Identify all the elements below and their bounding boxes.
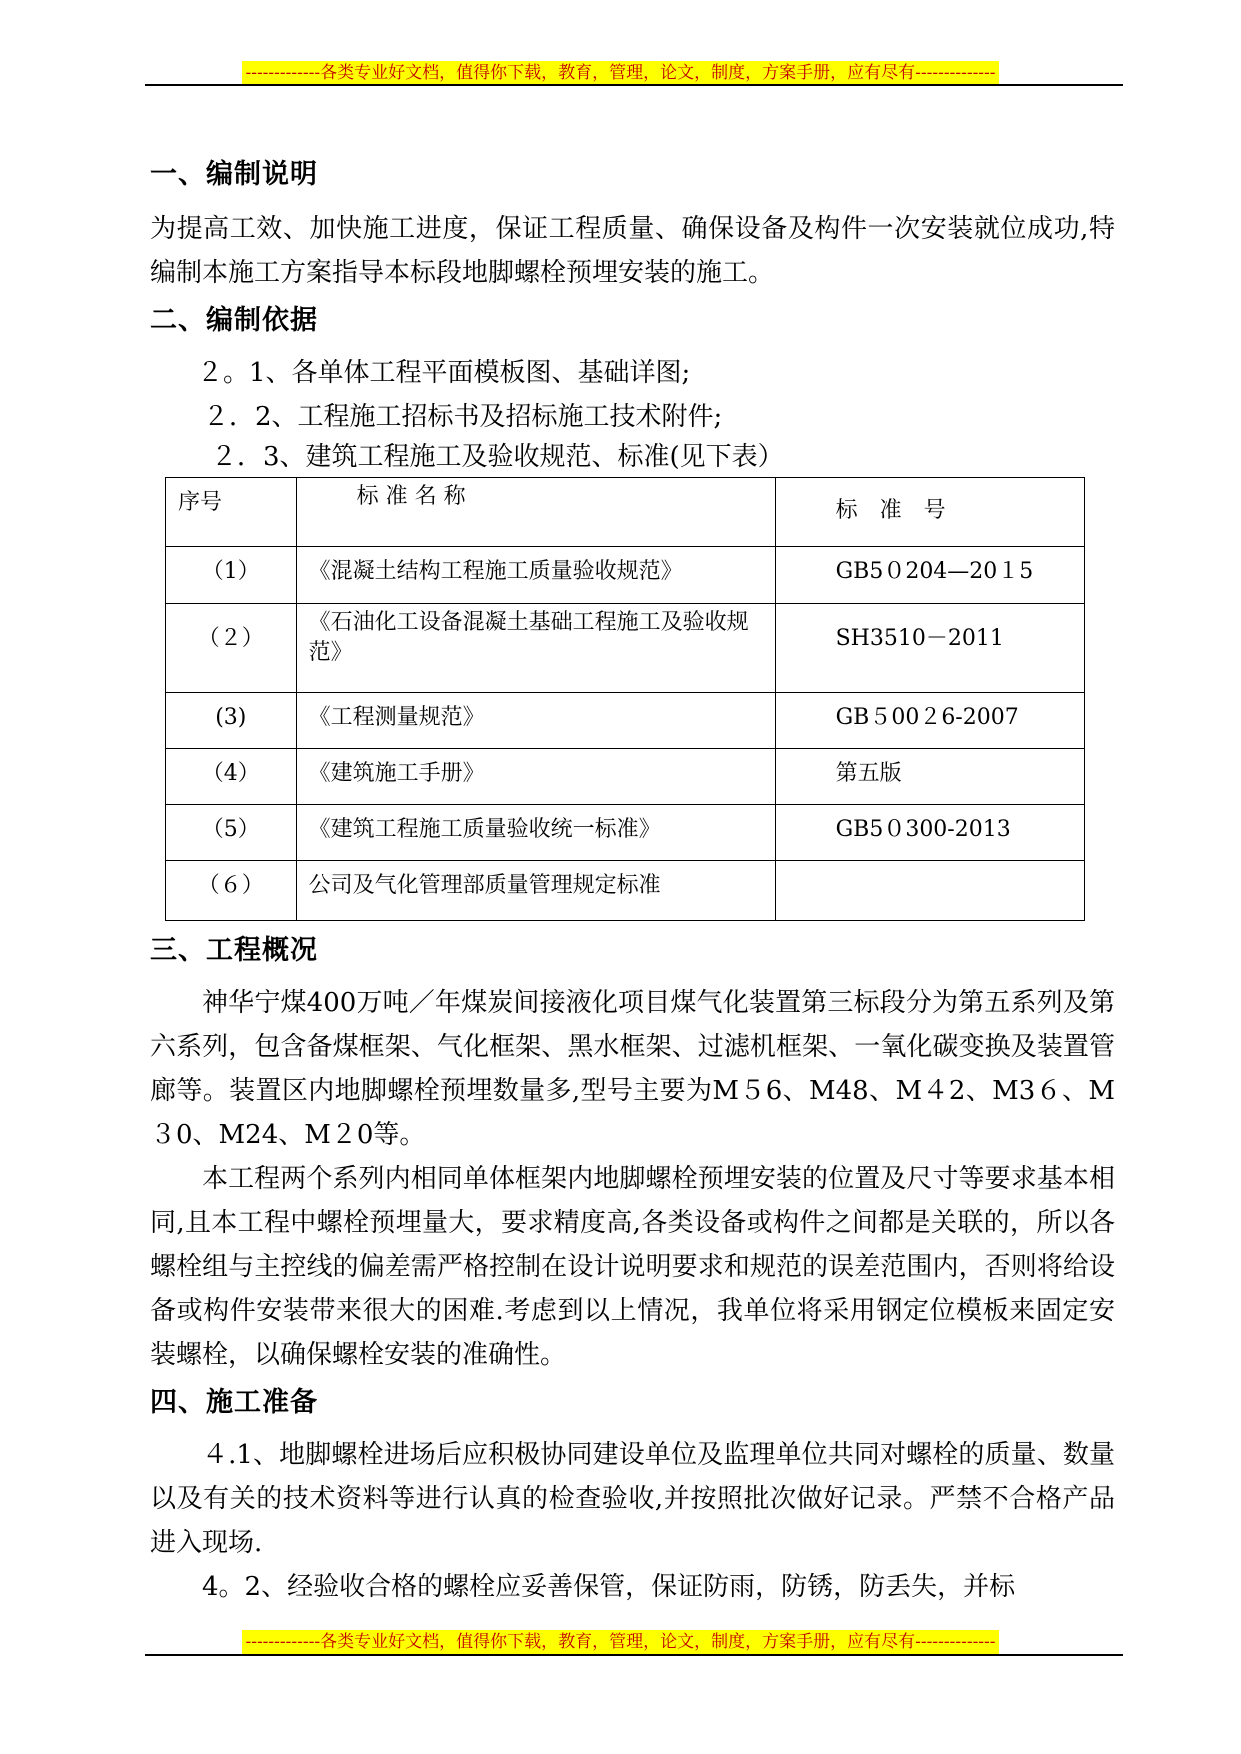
header-banner: [0, 58, 1241, 83]
basis-item-2: ２．2、工程施工招标书及招标施工技术附件;: [203, 402, 723, 432]
table-row: [166, 861, 1085, 921]
table-header-row: [166, 478, 1085, 547]
section-3-paragraph-1: 神华宁煤400万吨／年煤炭间接液化项目煤气化装置第三标段分为第五系列及第六系列，包含备煤框架、气化框架、黑水框架、过滤机框架、一氧化碳变换及装置管廊等。装置区内地脚螺栓预埋数量多,型号主要为M５6、M48、M４2、M3６、M３0、M24、M２0等。: [150, 988, 1115, 1150]
table-row: [166, 693, 1085, 749]
row-name: 《建筑工程施工质量验收统一标准》: [296, 805, 775, 861]
row-name: 《建筑施工手册》: [296, 749, 775, 805]
header-name: 标 准 名 称: [296, 478, 775, 547]
section-2-heading: 二、编制依据: [150, 305, 318, 336]
section-1-heading: 一、编制说明: [150, 159, 318, 190]
table-row: [166, 805, 1085, 861]
header-banner-text: -------------各类专业好文档，值得你下载，教育，管理，论文，制度，方案手册，应有尽有--------------: [242, 61, 998, 85]
row-code: SH3510－2011: [775, 604, 1084, 693]
section-4-paragraph-2: 4。2、经验收合格的螺栓应妥善保管，保证防雨，防锈，防丢失，并标: [202, 1572, 1016, 1602]
standards-table: [165, 477, 1085, 921]
footer-rule: [145, 1654, 1123, 1656]
header-no: 序号: [166, 478, 297, 547]
row-no: （4）: [166, 749, 297, 805]
row-no: （1）: [166, 547, 297, 604]
row-code: GB５00２6-2007: [775, 693, 1084, 749]
row-name: 《石油化工设备混凝土基础工程施工及验收规范》: [296, 604, 775, 693]
row-no: (3): [166, 693, 297, 749]
row-no: （5）: [166, 805, 297, 861]
section-1-paragraph: 为提高工效、加快施工进度，保证工程质量、确保设备及构件一次安装就位成功,特编制本施工方案指导本标段地脚螺栓预埋安装的施工。: [150, 214, 1115, 288]
table-row: [166, 749, 1085, 805]
row-no: （２）: [166, 604, 297, 693]
section-3-heading: 三、工程概况: [150, 935, 318, 966]
row-code: 第五版: [775, 749, 1084, 805]
row-name: 《工程测量规范》: [296, 693, 775, 749]
header-rule: [145, 84, 1123, 86]
footer-banner-text: -------------各类专业好文档，值得你下载，教育，管理，论文，制度，方案手册，应有尽有--------------: [242, 1630, 998, 1654]
document-body: [150, 155, 1115, 1609]
row-no: （６）: [166, 861, 297, 921]
row-name: 公司及气化管理部质量管理规定标准: [296, 861, 775, 921]
section-4-heading: 四、施工准备: [150, 1387, 318, 1418]
row-code: GB5０204—20１5: [775, 547, 1084, 604]
row-code: [775, 861, 1084, 921]
table-row: [166, 604, 1085, 693]
section-4-paragraph-1: ４.1、地脚螺栓进场后应积极协同建设单位及监理单位共同对螺栓的质量、数量以及有关的技术资料等进行认真的检查验收,并按照批次做好记录。严禁不合格产品进入现场.: [150, 1440, 1115, 1558]
section-3-paragraph-2: 本工程两个系列内相同单体框架内地脚螺栓预埋安装的位置及尺寸等要求基本相同,且本工程中螺栓预埋量大，要求精度高,各类设备或构件之间都是关联的，所以各螺栓组与主控线的偏差需严格控制在设计说明要求和规范的误差范围内，否则将给设备或构件安装带来很大的困难.考虑到以上情况，我单位将采用钢定位模板来固定安装螺栓，以确保螺栓安装的准确性。: [150, 1164, 1115, 1370]
header-code: 标 准 号: [775, 478, 1084, 547]
row-name: 《混凝土结构工程施工质量验收规范》: [296, 547, 775, 604]
table-row: [166, 547, 1085, 604]
basis-item-1: ２。1、各单体工程平面模板图、基础详图;: [197, 358, 691, 388]
footer-banner: [0, 1627, 1241, 1652]
row-code: GB5０300-2013: [775, 805, 1084, 861]
basis-item-3: ２．3、建筑工程施工及验收规范、标准(见下表）: [211, 442, 784, 472]
